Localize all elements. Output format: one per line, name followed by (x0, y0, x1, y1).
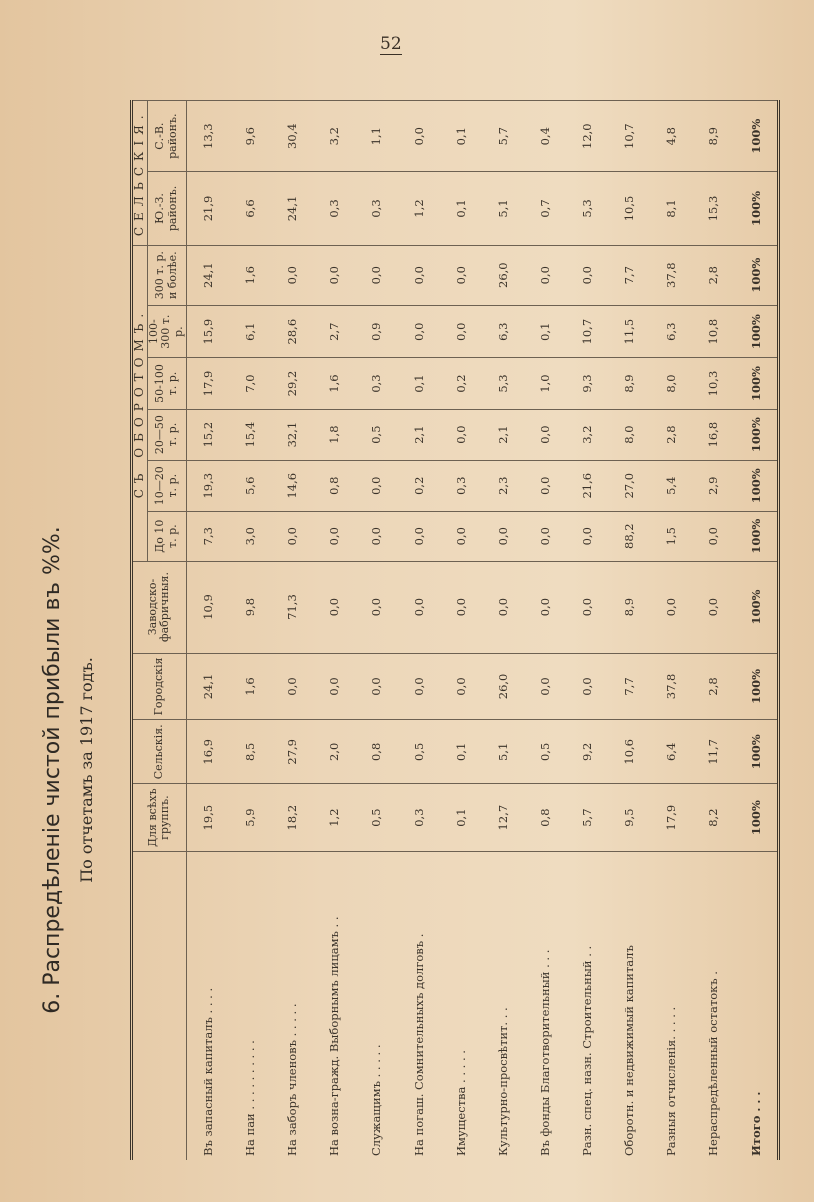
table-cell: 100% (734, 511, 778, 561)
table-cell: 21,9 (186, 172, 229, 245)
page-number: 52 (380, 34, 402, 54)
table-cell: 1,2 (313, 784, 355, 852)
table-cell: 0,3 (440, 460, 482, 511)
table-cell: 0,0 (355, 653, 397, 720)
table-row (440, 101, 482, 1161)
header-turnover-1: 10—20 т. р. (147, 460, 186, 511)
row-label: Оборотн. и недвижимый капиталъ (608, 852, 650, 1161)
row-label: На возна-гражд. Выборнымъ лицамъ . . (313, 852, 355, 1161)
table-cell: 0,3 (355, 358, 397, 409)
table-cell: 5,1 (482, 172, 524, 245)
table-cell: 7,7 (608, 245, 650, 305)
table-cell: 28,6 (271, 305, 313, 358)
table-subtitle: По отчетамъ за 1917 годъ. (77, 657, 96, 883)
table-cell: 1,2 (397, 172, 439, 245)
table-cell: 10,7 (608, 101, 650, 172)
table-cell: 0,5 (524, 720, 566, 784)
table-cell: 0,1 (440, 101, 482, 172)
header-turnover-2: 20—50 т. р. (147, 409, 186, 460)
table-cell: 8,5 (229, 720, 271, 784)
header-rural: Сельскія. (132, 720, 187, 784)
header-region-1: С.-В. районъ. (147, 101, 186, 172)
table-cell: 2,8 (692, 653, 734, 720)
table-cell: 2,0 (313, 720, 355, 784)
table-cell: 9,6 (229, 101, 271, 172)
table-cell: 5,6 (229, 460, 271, 511)
row-label: Культурно-просвѣтит. . . (482, 852, 524, 1161)
row-label: Въ запасный капиталъ . . . . (186, 852, 229, 1161)
table-cell: 13,3 (186, 101, 229, 172)
table-cell: 15,9 (186, 305, 229, 358)
header-all-groups: Для всѣхъ группъ. (132, 784, 187, 852)
table-cell: 100% (734, 409, 778, 460)
table-cell: 2,8 (650, 409, 692, 460)
header-turnover-4: 100-300 т. р. (147, 305, 186, 358)
table-cell: 0,0 (313, 653, 355, 720)
title-block (40, 390, 96, 1150)
table-cell: 0,0 (650, 561, 692, 653)
table-body (186, 101, 778, 1161)
table-cell: 9,2 (566, 720, 608, 784)
table-cell: 0,0 (566, 511, 608, 561)
table-cell: 4,8 (650, 101, 692, 172)
table-cell: 1,1 (355, 101, 397, 172)
table-cell: 8,9 (692, 101, 734, 172)
table-cell: 2,9 (692, 460, 734, 511)
table-cell: 32,1 (271, 409, 313, 460)
table-cell: 29,2 (271, 358, 313, 409)
table-cell: 100% (734, 172, 778, 245)
table-cell: 37,8 (650, 245, 692, 305)
table-cell: 15,2 (186, 409, 229, 460)
table-cell: 0,8 (524, 784, 566, 852)
table-cell: 9,8 (229, 561, 271, 653)
table-cell: 26,0 (482, 653, 524, 720)
table-cell: 0,5 (355, 409, 397, 460)
table-cell: 8,9 (608, 358, 650, 409)
table-cell: 88,2 (608, 511, 650, 561)
table-row (313, 101, 355, 1161)
table-cell: 17,9 (186, 358, 229, 409)
table-cell: 6,3 (650, 305, 692, 358)
table-cell: 100% (734, 245, 778, 305)
table-cell: 0,0 (440, 511, 482, 561)
table-row (186, 101, 229, 1161)
header-turnover-0: До 10 т. р. (147, 511, 186, 561)
table-cell: 6,1 (229, 305, 271, 358)
table-cell: 0,0 (397, 101, 439, 172)
table-cell: 5,3 (566, 172, 608, 245)
table-cell: 14,6 (271, 460, 313, 511)
table-cell: 0,7 (524, 172, 566, 245)
row-label: На погаш. Сомнительныхъ долговъ . (397, 852, 439, 1161)
table-cell: 5,1 (482, 720, 524, 784)
table-cell: 19,3 (186, 460, 229, 511)
table-cell: 0,4 (524, 101, 566, 172)
table-cell: 1,6 (229, 653, 271, 720)
table-cell: 0,1 (397, 358, 439, 409)
table-cell: 11,7 (692, 720, 734, 784)
table-cell: 12,0 (566, 101, 608, 172)
row-label: Имущества . . . . . (440, 852, 482, 1161)
table-cell: 6,4 (650, 720, 692, 784)
table-cell: 5,9 (229, 784, 271, 852)
table-cell: 6,6 (229, 172, 271, 245)
table-row (524, 101, 566, 1161)
table-cell: 19,5 (186, 784, 229, 852)
table-cell: 0,0 (524, 653, 566, 720)
header-turnover-3: 50-100 т. р. (147, 358, 186, 409)
table-cell: 2,1 (397, 409, 439, 460)
table-cell: 0,0 (440, 561, 482, 653)
row-label: Разныя отчисленія. . . . . (650, 852, 692, 1161)
header-turnover-5: 300 т. р. и болѣе. (147, 245, 186, 305)
table-cell: 0,0 (271, 245, 313, 305)
table-cell: 0,0 (355, 460, 397, 511)
table-cell: 1,6 (313, 358, 355, 409)
table-cell: 26,0 (482, 245, 524, 305)
table-cell: 0,0 (397, 245, 439, 305)
table-cell: 0,0 (440, 409, 482, 460)
table-cell: 0,0 (566, 561, 608, 653)
table-row (650, 101, 692, 1161)
table-cell: 0,0 (355, 511, 397, 561)
table-cell: 0,0 (524, 561, 566, 653)
table-row (355, 101, 397, 1161)
table-cell: 0,0 (397, 511, 439, 561)
table-cell: 0,0 (524, 245, 566, 305)
rotated-table-container (130, 100, 780, 1160)
table-cell: 0,0 (271, 653, 313, 720)
table-cell: 11,5 (608, 305, 650, 358)
table-cell: 6,3 (482, 305, 524, 358)
table-cell: 8,2 (692, 784, 734, 852)
table-cell: 27,0 (608, 460, 650, 511)
table-cell: 3,0 (229, 511, 271, 561)
table-cell: 21,6 (566, 460, 608, 511)
table-cell: 2,8 (692, 245, 734, 305)
table-cell: 0,0 (313, 561, 355, 653)
table-cell: 100% (734, 305, 778, 358)
table-cell: 0,3 (397, 784, 439, 852)
table-cell: 0,9 (355, 305, 397, 358)
table-cell: 10,6 (608, 720, 650, 784)
table-cell: 8,0 (608, 409, 650, 460)
table-cell: 100% (734, 358, 778, 409)
table-row (692, 101, 734, 1161)
table-cell: 100% (734, 561, 778, 653)
row-label: Итого . . . (734, 852, 778, 1161)
table-cell: 10,9 (186, 561, 229, 653)
table-cell: 0,0 (355, 245, 397, 305)
table-cell: 10,5 (608, 172, 650, 245)
label-header (132, 852, 187, 1161)
table-cell: 0,8 (313, 460, 355, 511)
table-cell: 0,0 (692, 561, 734, 653)
table-cell: 100% (734, 101, 778, 172)
table-row (734, 101, 778, 1161)
header-turnover-group: СЪ ОБОРОТОМЪ. (132, 245, 148, 561)
table-cell: 30,4 (271, 101, 313, 172)
table-cell: 0,0 (271, 511, 313, 561)
table-cell: 7,3 (186, 511, 229, 561)
header-factory: Заводско-фабричныя. (132, 561, 187, 653)
table-cell: 71,3 (271, 561, 313, 653)
table-row (566, 101, 608, 1161)
table-cell: 10,7 (566, 305, 608, 358)
table-cell: 15,4 (229, 409, 271, 460)
table-cell: 8,1 (650, 172, 692, 245)
table-cell: 0,0 (355, 561, 397, 653)
table-cell: 0,0 (397, 561, 439, 653)
table-cell: 0,1 (440, 172, 482, 245)
table-cell: 7,0 (229, 358, 271, 409)
table-cell: 16,9 (186, 720, 229, 784)
table-cell: 24,1 (186, 245, 229, 305)
table-cell: 27,9 (271, 720, 313, 784)
table-cell: 0,5 (355, 784, 397, 852)
table-cell: 100% (734, 720, 778, 784)
table-cell: 16,8 (692, 409, 734, 460)
table-cell: 8,0 (650, 358, 692, 409)
table-cell: 0,1 (440, 784, 482, 852)
table-cell: 2,3 (482, 460, 524, 511)
table-cell: 0,3 (355, 172, 397, 245)
table-cell: 0,2 (440, 358, 482, 409)
table-cell: 12,7 (482, 784, 524, 852)
table-cell: 1,6 (229, 245, 271, 305)
table-cell: 37,8 (650, 653, 692, 720)
table-row (608, 101, 650, 1161)
table-cell: 17,9 (650, 784, 692, 852)
table-cell: 24,1 (186, 653, 229, 720)
header-region-0: Ю.-З. районъ. (147, 172, 186, 245)
table-cell: 5,3 (482, 358, 524, 409)
table-cell: 9,5 (608, 784, 650, 852)
header-rural-group: СЕЛЬСКІЯ. (132, 101, 148, 246)
table-cell: 5,7 (482, 101, 524, 172)
table-cell: 0,1 (440, 720, 482, 784)
table-cell: 100% (734, 784, 778, 852)
table-cell: 0,2 (397, 460, 439, 511)
table-cell: 0,0 (482, 561, 524, 653)
table-cell: 0,1 (524, 305, 566, 358)
table-cell: 0,5 (397, 720, 439, 784)
table-cell: 1,0 (524, 358, 566, 409)
table-cell: 0,0 (313, 511, 355, 561)
table-cell: 18,2 (271, 784, 313, 852)
table-cell: 8,9 (608, 561, 650, 653)
table-cell: 15,3 (692, 172, 734, 245)
table-row (482, 101, 524, 1161)
table-cell: 5,7 (566, 784, 608, 852)
table-cell: 10,3 (692, 358, 734, 409)
table-row (271, 101, 313, 1161)
table-cell: 100% (734, 653, 778, 720)
table-cell: 0,3 (313, 172, 355, 245)
table-cell: 0,0 (313, 245, 355, 305)
table-cell: 0,0 (440, 305, 482, 358)
table-cell: 0,0 (524, 511, 566, 561)
table-cell: 0,0 (692, 511, 734, 561)
table-cell: 3,2 (566, 409, 608, 460)
table-row (229, 101, 271, 1161)
table-cell: 9,3 (566, 358, 608, 409)
row-label: Служащимъ . . . . . (355, 852, 397, 1161)
profit-distribution-table (130, 100, 780, 1160)
row-label: Разн. спец. назн. Строительный . . (566, 852, 608, 1161)
table-cell: 100% (734, 460, 778, 511)
table-cell: 5,4 (650, 460, 692, 511)
table-cell: 24,1 (271, 172, 313, 245)
table-cell: 2,7 (313, 305, 355, 358)
table-cell: 3,2 (313, 101, 355, 172)
table-row (397, 101, 439, 1161)
table-cell: 0,0 (397, 653, 439, 720)
table-cell: 7,7 (608, 653, 650, 720)
header-urban: Городскія (132, 653, 187, 720)
table-cell: 0,0 (397, 305, 439, 358)
table-cell: 0,0 (440, 653, 482, 720)
table-cell: 0,0 (566, 245, 608, 305)
table-cell: 0,0 (524, 460, 566, 511)
table-cell: 0,0 (482, 511, 524, 561)
row-label: Въ фонды Благотворительный . . . (524, 852, 566, 1161)
table-cell: 0,0 (566, 653, 608, 720)
table-cell: 10,8 (692, 305, 734, 358)
table-cell: 0,0 (440, 245, 482, 305)
table-cell: 2,1 (482, 409, 524, 460)
table-cell: 1,8 (313, 409, 355, 460)
table-cell: 0,8 (355, 720, 397, 784)
row-label: На паи . . . . . . . . . . (229, 852, 271, 1161)
table-cell: 1,5 (650, 511, 692, 561)
table-title: 6. Распредѣленіе чистой прибыли въ %%. (40, 526, 65, 1014)
row-label: На заборъ членовъ . . . . . (271, 852, 313, 1161)
table-cell: 0,0 (524, 409, 566, 460)
row-label: Нераспредѣленный остатокъ . (692, 852, 734, 1161)
